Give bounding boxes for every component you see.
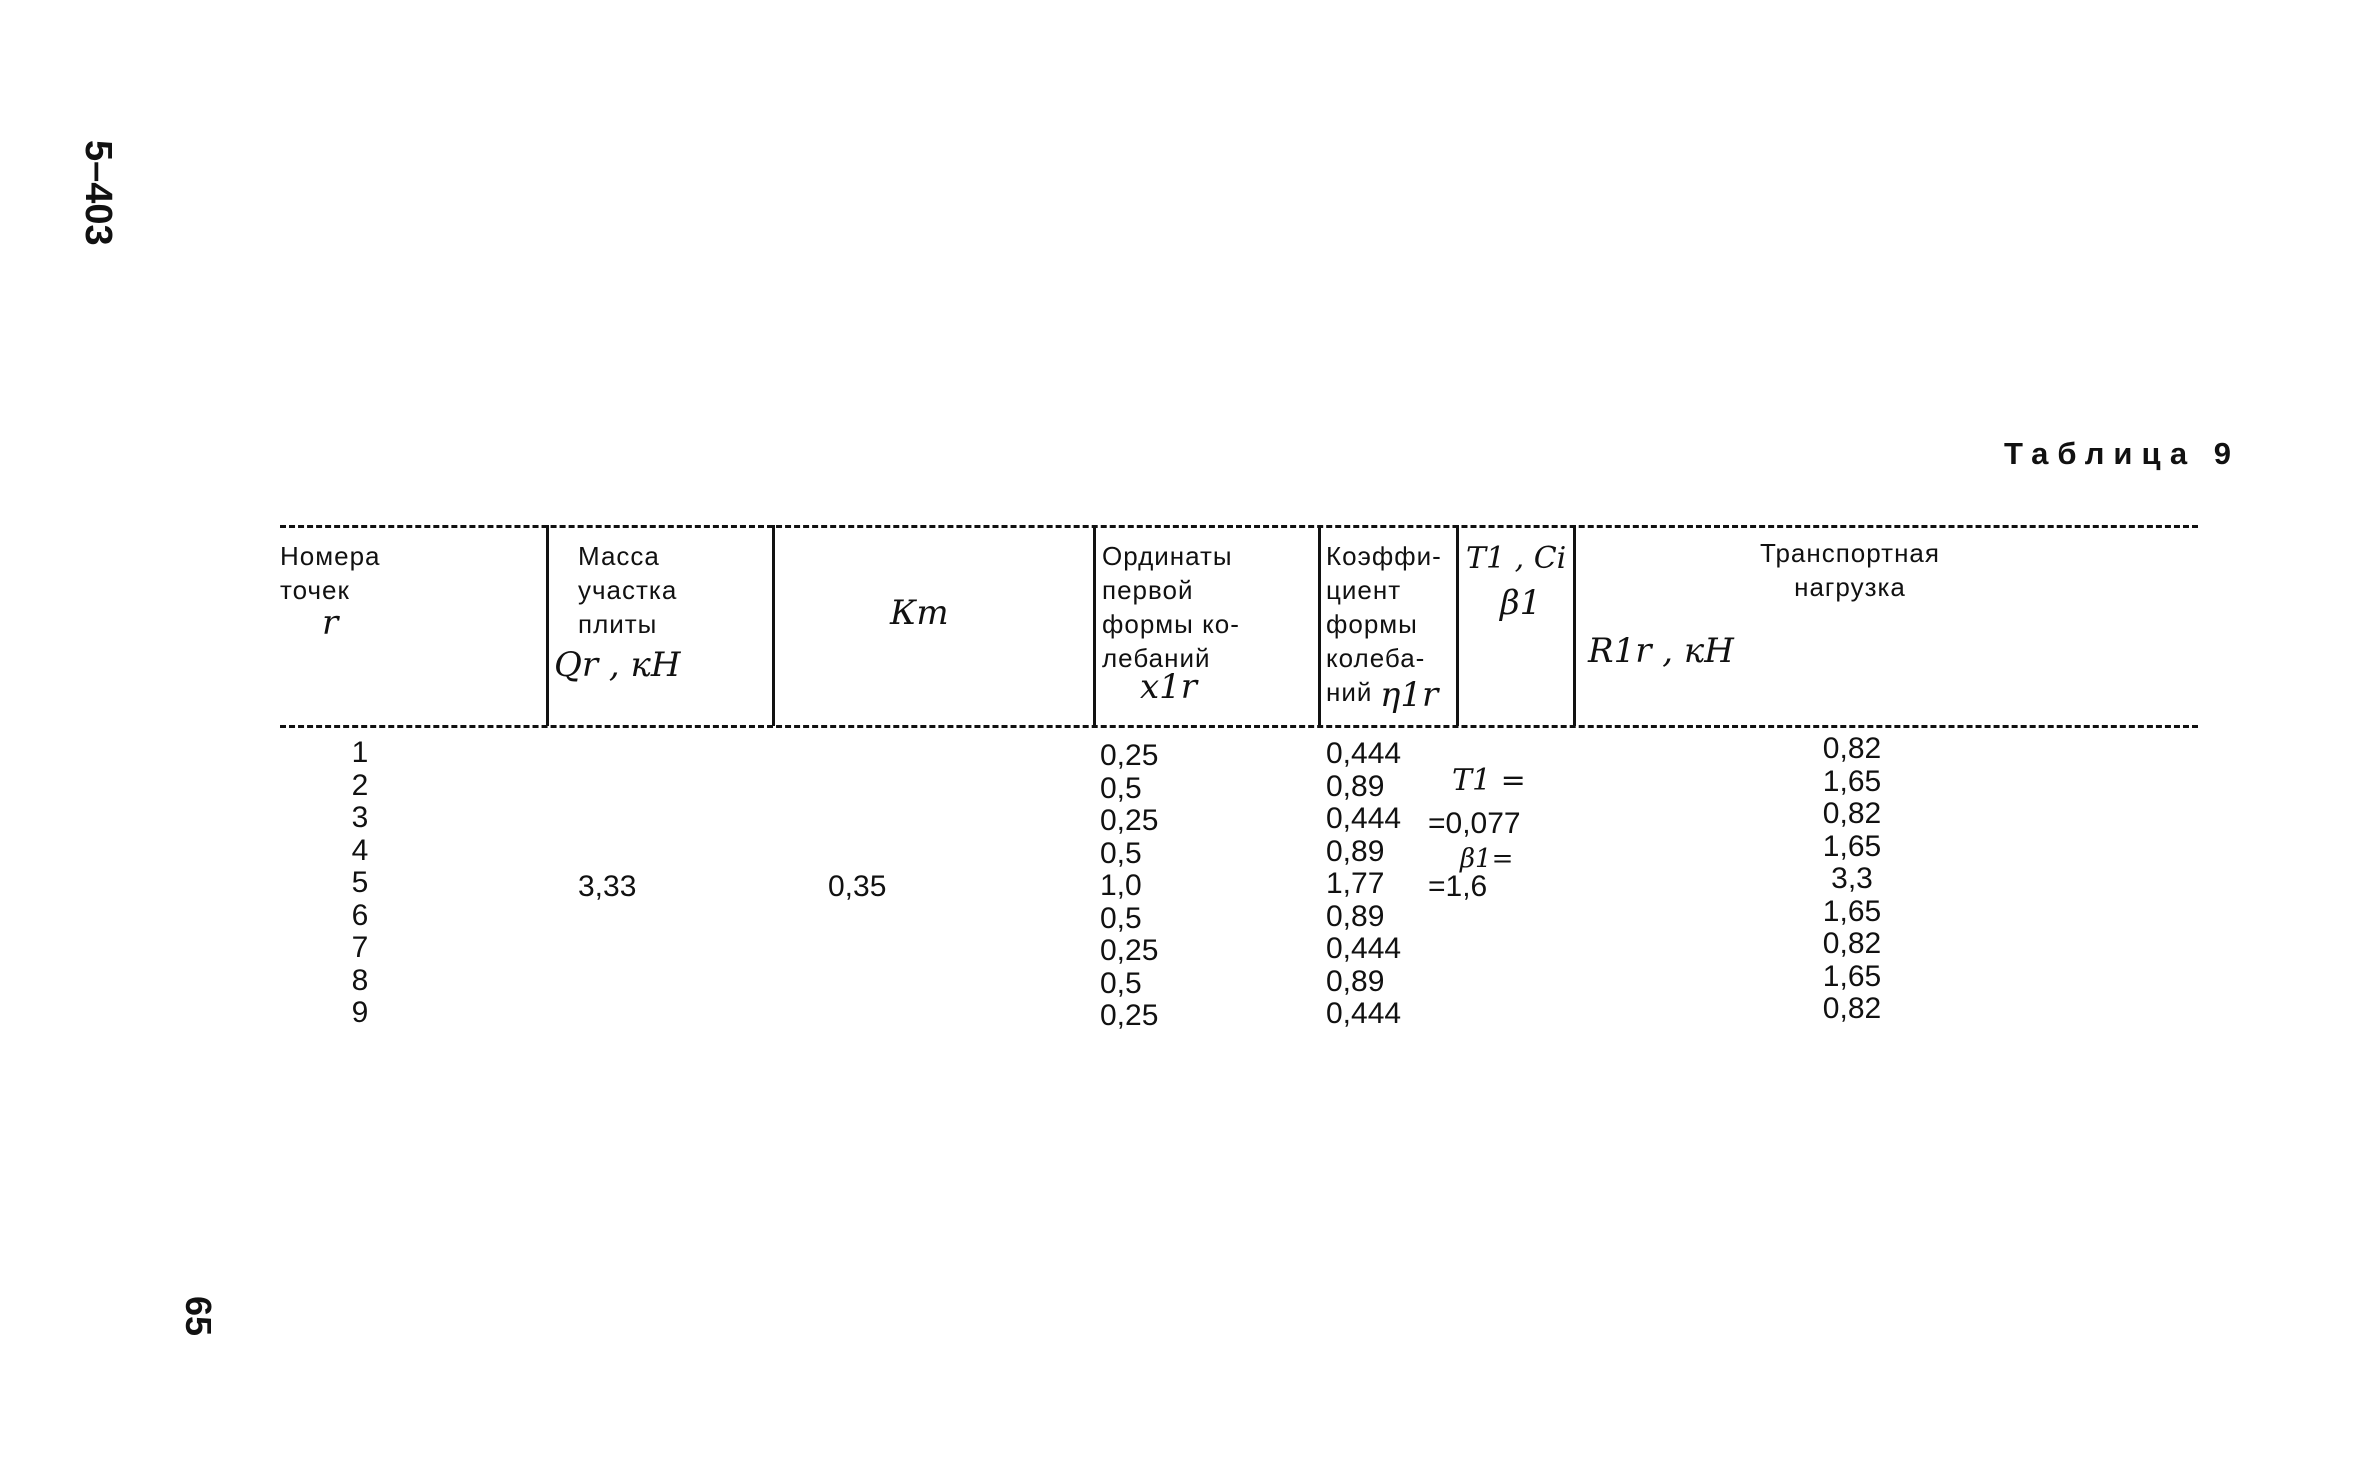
table-cell: 6 <box>351 898 369 932</box>
header-ordinates: Ординаты первой формы ко- лебаний <box>1102 541 1240 673</box>
header-point-symbol: r <box>322 603 339 643</box>
header-mass-symbol: Qr , кН <box>554 645 681 685</box>
table-cell: 0,5 <box>1100 966 1142 1000</box>
header-mass: Масса участка плиты <box>578 541 678 639</box>
header-load-symbol: R1r , кН <box>1588 631 1734 671</box>
table-cell: 0,89 <box>1326 964 1385 998</box>
table-cell: 5 <box>351 866 369 899</box>
table-cell: 0,5 <box>1100 771 1142 805</box>
table-cell: 1,0 <box>1100 869 1142 902</box>
table-cell: 0,444 <box>1326 997 1402 1030</box>
table-header-rule <box>280 725 2198 728</box>
column-divider <box>1093 525 1096 726</box>
table-cell: 0,5 <box>1100 836 1142 870</box>
k-value: 0,35 <box>828 870 887 903</box>
header-beta-symbol: β1 <box>1500 583 1542 623</box>
table-cell: 3 <box>351 801 369 834</box>
table-cell: 0,25 <box>1100 804 1159 837</box>
table-cell: 0,444 <box>1326 932 1402 965</box>
beta-value: =1,6 <box>1428 870 1488 903</box>
document-code: 5–403 <box>77 140 119 246</box>
mass-value: 3,33 <box>578 870 637 903</box>
table-cell: 0,82 <box>1822 732 1882 765</box>
table-cell: 3,3 <box>1831 862 1873 895</box>
table-cell: 0,25 <box>1100 999 1159 1032</box>
table-cell: 0,82 <box>1822 797 1882 830</box>
table-cell: 1,65 <box>1822 959 1882 993</box>
column-transport-load <box>1802 733 1902 1026</box>
header-k-symbol: Кт <box>890 593 949 633</box>
table-cell: 0,82 <box>1822 992 1882 1025</box>
table-cell: 0,82 <box>1822 927 1882 960</box>
table-cell: 1,65 <box>1822 829 1882 863</box>
beta-label: β1= <box>1460 844 1514 874</box>
table-cell: 0,25 <box>1100 739 1159 772</box>
table-cell: 0,89 <box>1326 834 1385 868</box>
table-cell: 1,65 <box>1822 894 1882 928</box>
period-label: T1 = <box>1452 763 1526 798</box>
header-period-symbol: T1 , Ci <box>1466 541 1567 576</box>
period-value: =0,077 <box>1428 807 1521 840</box>
page-number: 65 <box>178 1296 219 1337</box>
table-cell: 9 <box>351 996 369 1029</box>
column-divider <box>772 525 775 726</box>
table-cell: 2 <box>351 768 369 802</box>
header-coefficient: Коэффи- циент формы колеба- ний <box>1326 541 1442 707</box>
header-ordinates-symbol: x1r <box>1140 667 1198 707</box>
table-cell: 1,77 <box>1326 867 1385 900</box>
table-cell: 4 <box>351 833 369 867</box>
table-cell: 0,5 <box>1100 901 1142 935</box>
header-coefficient-symbol: η1r <box>1380 675 1439 715</box>
table-title: Таблица 9 <box>2003 436 2240 471</box>
column-point-numbers <box>330 737 390 1030</box>
column-ordinates <box>1100 740 1158 1033</box>
table-cell: 1,65 <box>1822 764 1882 798</box>
column-divider <box>1456 525 1459 726</box>
header-transport-load: Транспортная нагрузка <box>1760 538 1940 602</box>
table-cell: 7 <box>351 931 369 964</box>
table-cell: 0,444 <box>1326 737 1402 770</box>
column-divider <box>1573 525 1576 726</box>
table-cell: 0,25 <box>1100 934 1159 967</box>
table-top-rule <box>280 525 2198 528</box>
table-cell: 0,89 <box>1326 899 1385 933</box>
table-cell: 8 <box>351 963 369 997</box>
table-cell: 1 <box>351 736 369 769</box>
header-point-numbers: Номера точек <box>280 541 381 605</box>
table-cell: 0,444 <box>1326 802 1402 835</box>
column-divider <box>546 525 549 726</box>
column-divider <box>1318 525 1321 726</box>
table-cell: 0,89 <box>1326 769 1385 803</box>
column-coefficient <box>1326 738 1401 1031</box>
